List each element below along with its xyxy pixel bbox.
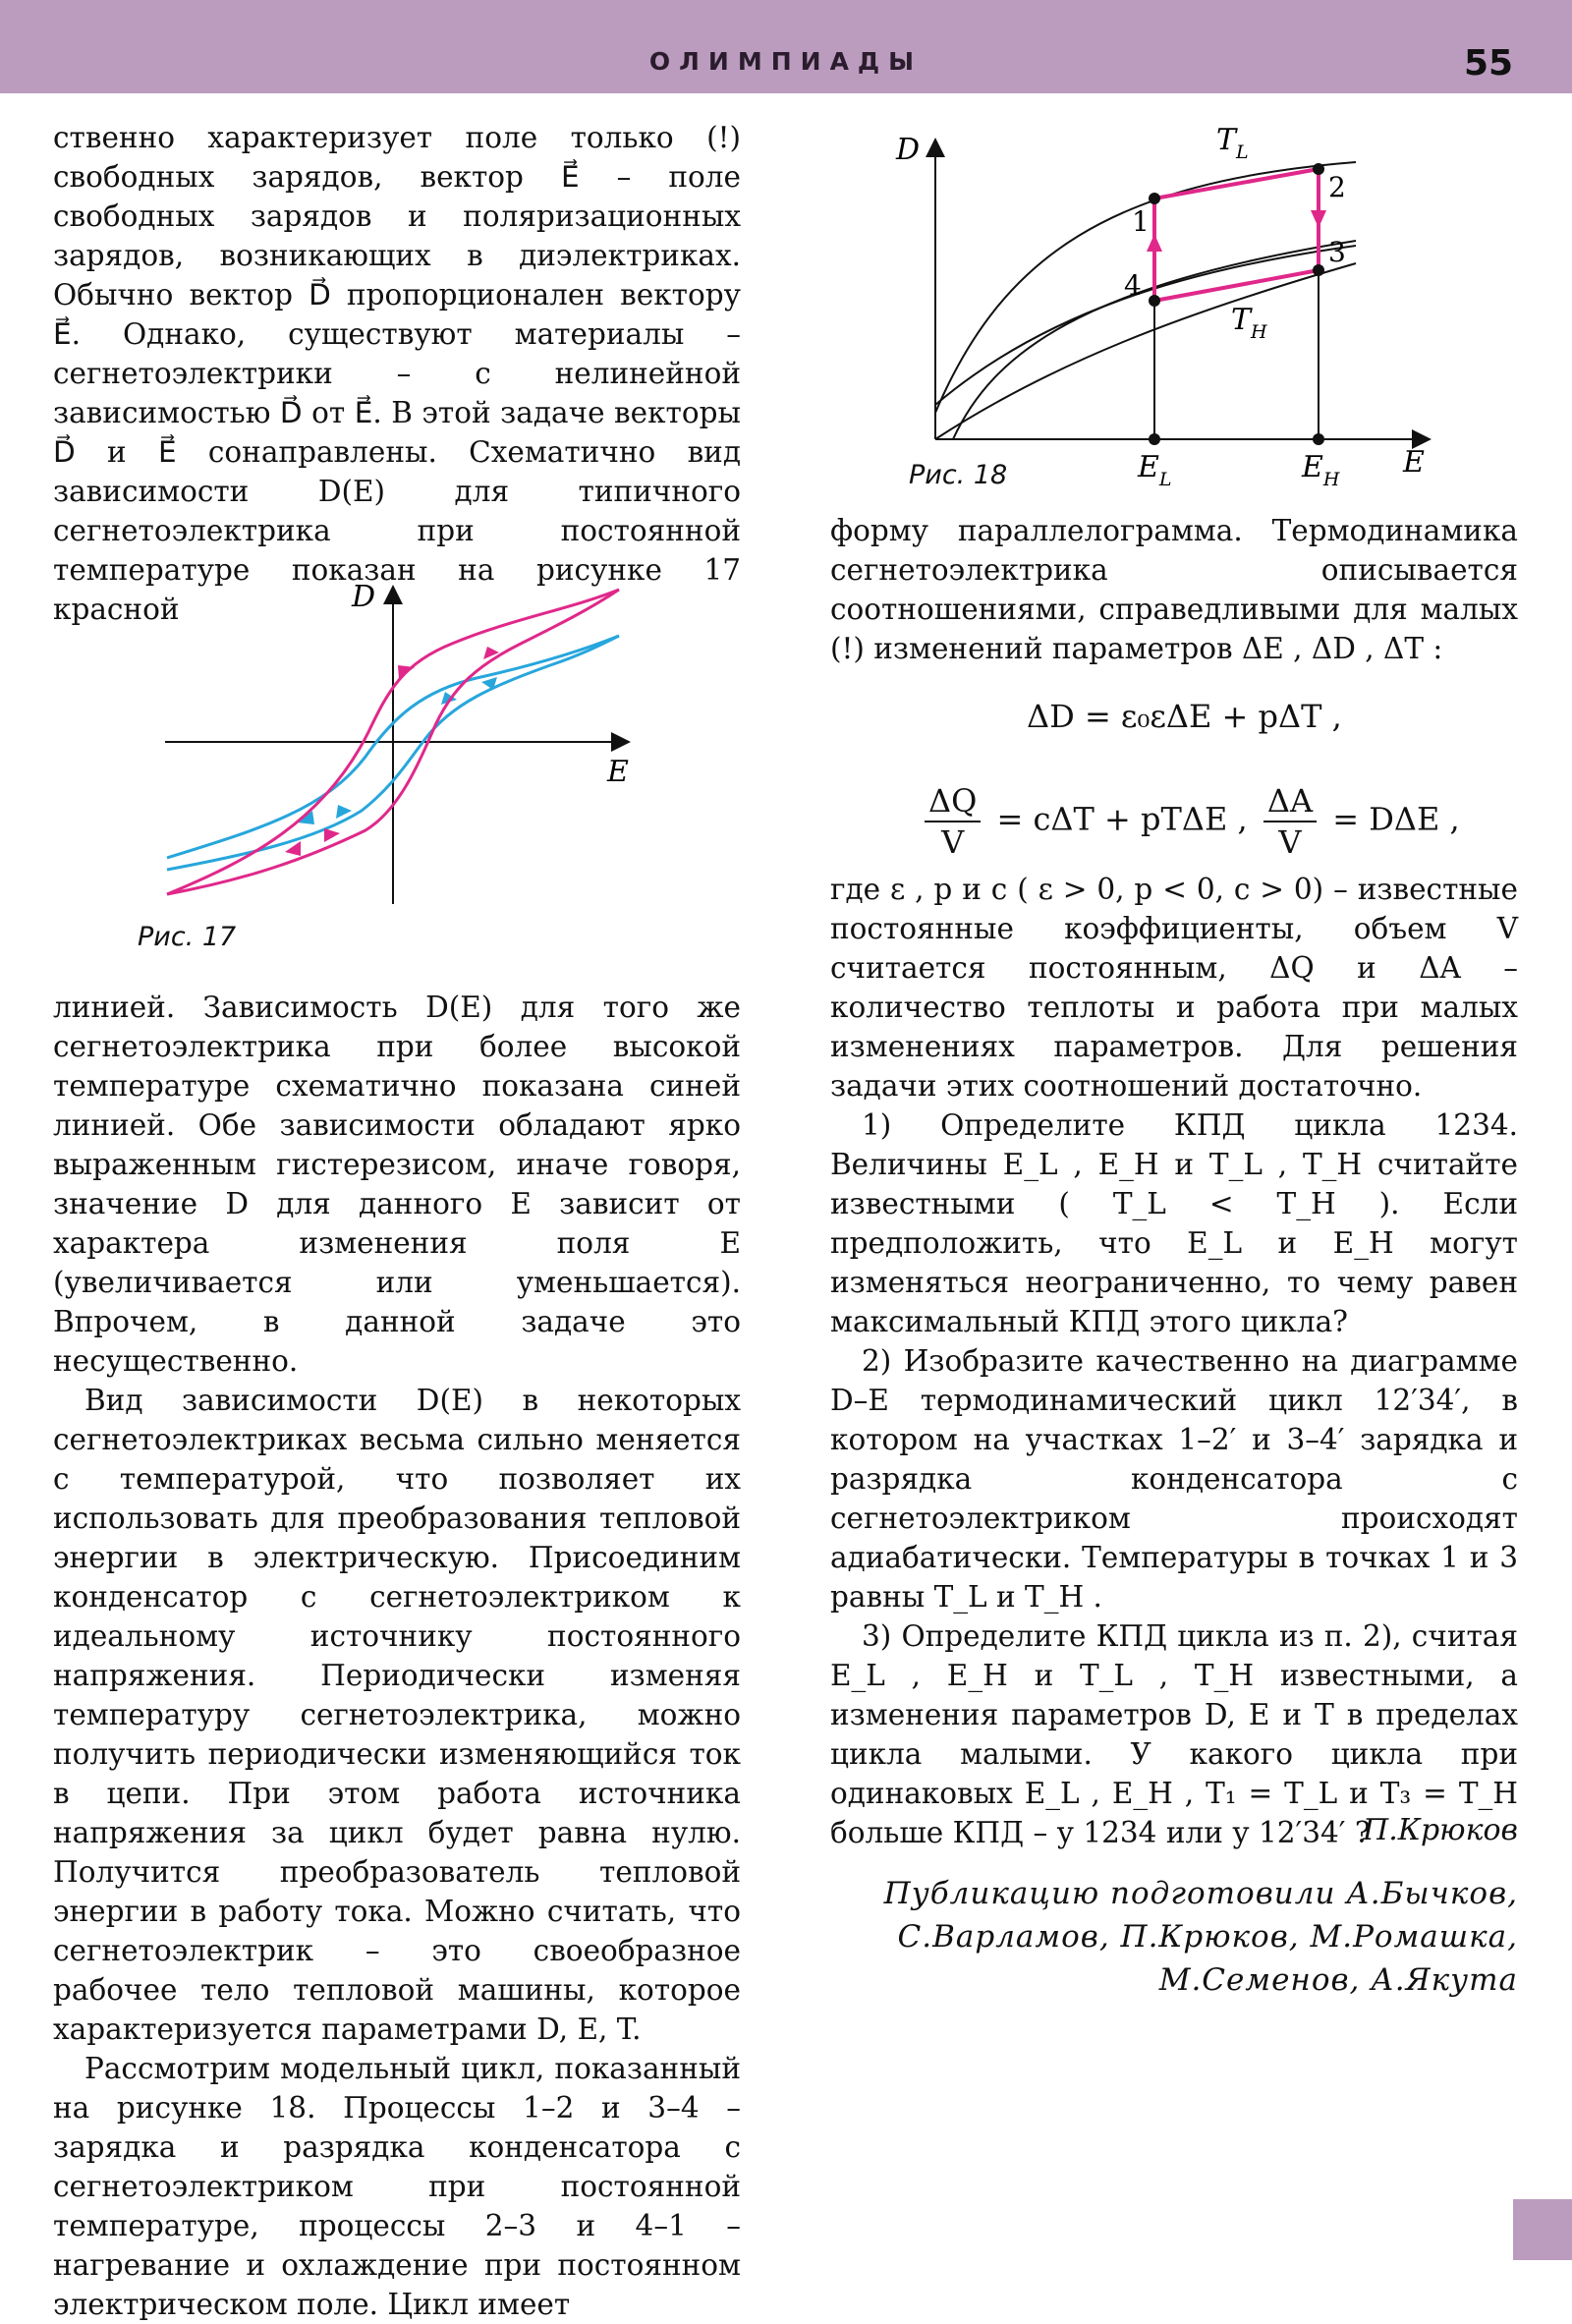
fig18-point-EH: [1313, 433, 1324, 445]
question-3: 3) Определите КПД цикла из п. 2), считая E_L , E_H и T_L , T_H известными, а изменения параметров D, E и T в пределах цикла малыми. У какого цикла при одинаковых E_L , E_H , T₁ = T_L и T₃ = T_H больше КПД – у 1234 или у 12′34′ ?: [830, 1619, 1518, 1849]
fig18-point-1: [1149, 193, 1160, 204]
left-paragraph-1: ственно характеризует поле только (!) свободных зарядов, вектор E⃗ – поле свободных зарядов и поляризационных зарядов, возникающих в диэлектриках. Обычно вектор D⃗ пропорционален вектору E⃗. Однако, существуют материалы – сегнетоэлектрики – с нелинейной зависимостью D⃗ от E⃗. В этой задаче векторы D⃗ и E⃗ сонаправлены. Схематично вид зависимости D(E) для типичного сегнетоэлектрика при постоянной температуре показан на рисунке 17 красной: [53, 121, 741, 626]
fig18-label-TL: $T_L$: [1216, 123, 1249, 163]
fig18-cycle-1-2: [1154, 169, 1319, 198]
fig18-point-4: [1149, 295, 1160, 307]
credits-line-3: М.Семенов, А.Якута: [1158, 1962, 1518, 1998]
formula-2: [919, 781, 1460, 862]
right-paragraph-1: форму параллелограмма. Термодинамика сегнетоэлектрика описывается соотношениями, справедливыми для малых (!) изменений параметров ΔE , ΔD , ΔT :: [830, 514, 1518, 665]
fig17-label-D: D: [352, 580, 376, 614]
figure-18: [884, 118, 1444, 501]
figure-17: [138, 575, 648, 968]
section-title: ОЛИМПИАДЫ: [648, 47, 924, 76]
right-column-top: [830, 511, 1518, 668]
formula-2-mid: = cΔT + pTΔE ,: [996, 800, 1248, 838]
formula-2-end: = DΔE ,: [1332, 800, 1460, 838]
fig17-red-arrow-2: [324, 828, 340, 842]
figure-18-caption: Рис. 18: [909, 460, 1008, 490]
fig18-point-2: [1313, 163, 1324, 175]
formula-2-frac-1: [925, 781, 981, 862]
fig18-TH-curve-1: [935, 246, 1356, 405]
frac1-num: ΔQ: [925, 781, 981, 822]
right-column-bottom: [830, 870, 1518, 1852]
fig18-label-TH: $T_H$: [1231, 303, 1267, 343]
author-signature: П.Крюков: [1363, 1813, 1518, 1847]
fig17-label-E: E: [607, 755, 629, 789]
publication-credits: [884, 1872, 1518, 2002]
header-band: [0, 0, 1572, 93]
figure-18-graph: [884, 118, 1444, 501]
left-paragraph-2: линией. Зависимость D(E) для того же сегнетоэлектрика при более высокой температуре схематично показана синей линией. Обе зависимости обладают ярко выраженным гистерезисом, иначе говоря, значение D для данного E зависит от характера изменения поля E (увеличивается или уменьшается). Впрочем, в данной задаче это несущественно.: [53, 991, 741, 1378]
fig18-label-4: 4: [1124, 269, 1142, 302]
fig18-label-EL: $E_L$: [1138, 450, 1172, 490]
fig17-red-arrow-3: [398, 665, 415, 679]
fig18-label-1: 1: [1132, 205, 1150, 238]
fig18-label-E: E: [1403, 445, 1425, 480]
credits-line-1: Публикацию подготовили А.Бычков,: [883, 1876, 1518, 1911]
left-column: [53, 118, 741, 629]
right-paragraph-2: где ε , p и c ( ε > 0, p < 0, c > 0) – известные постоянные коэффициенты, объем V считается постоянным, ΔQ и ΔA – количество теплоты и работа при малых изменениях параметров. Для решения задачи этих соотношений достаточно.: [830, 873, 1518, 1103]
left-paragraph-4: Рассмотрим модельный цикл, показанный на рисунке 18. Процессы 1–2 и 3–4 – зарядка и разрядка конденсатора с сегнетоэлектриком при постоянной температуре, процессы 2–3 и 4–1 – нагревание и охлаждение при постоянном электрическом поле. Цикл имеет: [53, 2052, 741, 2321]
page-number: 55: [1464, 43, 1514, 84]
corner-decoration: [1513, 2199, 1572, 2260]
frac1-den: V: [941, 823, 965, 861]
fig18-point-3: [1313, 264, 1324, 276]
credits-line-2: С.Варламов, П.Крюков, М.Ромашка,: [897, 1919, 1518, 1955]
formula-1: ΔD = ε₀εΔE + pΔT ,: [1027, 698, 1342, 735]
question-2: 2) Изобразите качественно на диаграмме D–E термодинамический цикл 12′34′, в котором на участках 1–2′ и 3–4′ зарядка и разрядка конденсатора с сегнетоэлектриком происходят адиабатически. Температуры в точках 1 и 3 равны T_L и T_H .: [830, 1344, 1518, 1614]
figure-17-caption: Рис. 17: [138, 922, 237, 952]
question-1: 1) Определите КПД цикла 1234. Величины E_L , E_H и T_L , T_H считайте известными ( T_L < T_H ). Если предположить, что E_L и E_H могут изменяться неограниченно, то чему равен максимальный КПД этого цикла?: [830, 1108, 1518, 1338]
formula-2-frac-2: [1263, 781, 1317, 862]
fig18-point-EL: [1149, 433, 1160, 445]
frac2-num: ΔA: [1263, 781, 1317, 822]
fig18-arrow-down: [1311, 210, 1326, 228]
fig18-label-EH: $E_H$: [1302, 450, 1340, 490]
fig18-label-3: 3: [1328, 236, 1346, 268]
figure-17-graph: [138, 575, 648, 968]
fig18-cycle-3-4: [1154, 270, 1319, 301]
fig18-label-2: 2: [1328, 171, 1346, 203]
fig18-TL-upper-curve: [935, 162, 1356, 413]
fig18-label-D: D: [896, 133, 921, 167]
frac2-den: V: [1278, 823, 1302, 861]
left-column-lower: [53, 988, 741, 2324]
left-paragraph-3: Вид зависимости D(E) в некоторых сегнетоэлектриках весьма сильно меняется с температурой, что позволяет их использовать для преобразования тепловой энергии в электрическую. Присоединим конденсатор с сегнетоэлектриком к идеальному источнику постоянного напряжения. Периодически изменяя температуру сегнетоэлектрика, можно получить периодически изменяющийся ток в цепи. При этом работа источника напряжения за цикл будет равна нулю. Получится преобразователь тепловой энергии в работу тока. Можно считать, что сегнетоэлектрик – это своеобразное рабочее тело тепловой машины, которое характеризуется параметрами D, E, T.: [53, 1384, 741, 2046]
